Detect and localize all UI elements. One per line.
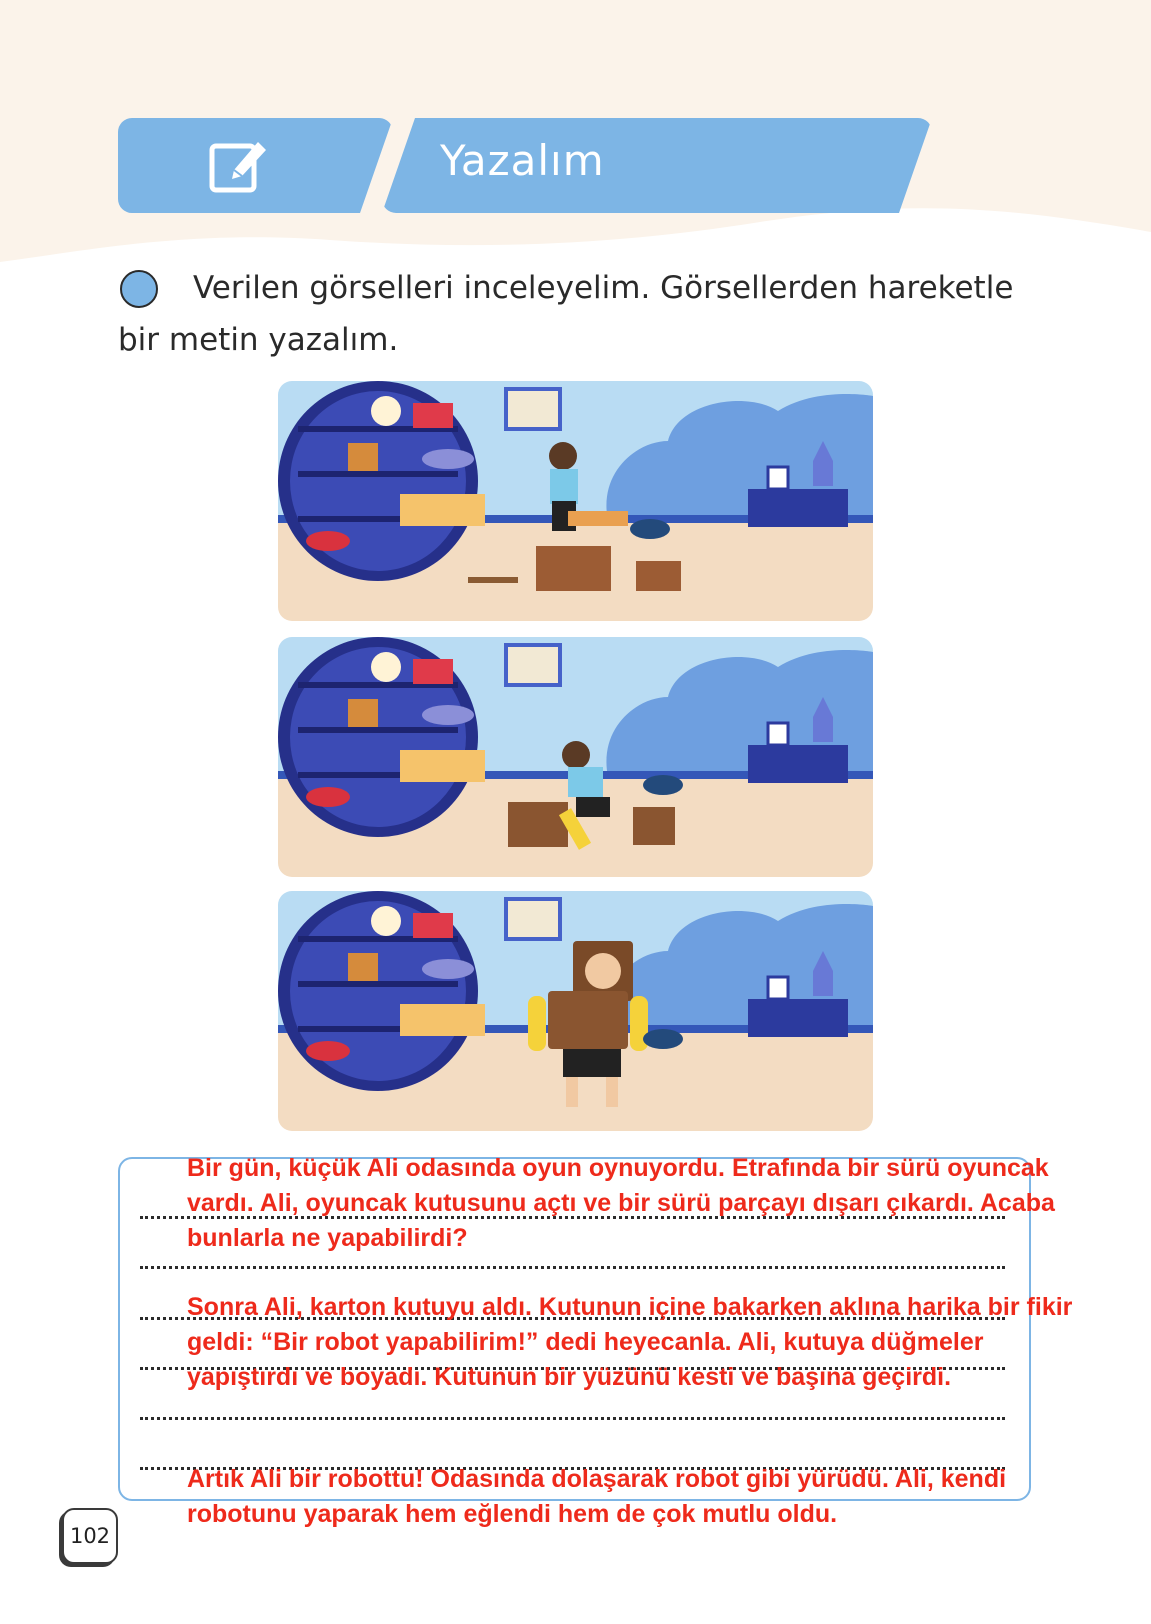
edit-icon (208, 134, 270, 196)
dotted-line (140, 1417, 1005, 1420)
answer-paragraph-1: Bir gün, küçük Ali odasında oyun oynuyordu. Etrafında bir sürü oyuncak vardı. Ali, oyuncak kutusunu açtı ve bir sürü parçayı dışarı çıkardı. Acaba bunlarla ne yapabilirdi? (187, 1154, 1055, 1252)
room-scene-image-3 (278, 891, 873, 1131)
room-scene-image-2 (278, 637, 873, 877)
instruction-text: Verilen görselleri inceleyelim. Görsellerden hareketle bir metin yazalım. (118, 270, 1014, 358)
answer-paragraph-2: Sonra Ali, karton kutuyu aldı. Kutunun içine bakarken aklına harika bir fikir geldi: “Bir robot yapabilirim!” dedi heyecanla. Ali, kutuya düğmeler yapıştırdı ve boyadı. Kutunun bir yüzünü kesti ve başına geçirdi. (187, 1293, 1073, 1391)
room-scene-image-1 (278, 381, 873, 621)
answer-paragraph-3: Artık Ali bir robottu! Odasında dolaşarak robot gibi yürüdü. Ali, kendi robotunu yaparak hem eğlendi hem de çok mutlu oldu. (187, 1465, 1007, 1528)
section-title: Yazalım (440, 136, 605, 185)
dotted-line (140, 1266, 1005, 1269)
page-number: 102 (62, 1508, 118, 1564)
